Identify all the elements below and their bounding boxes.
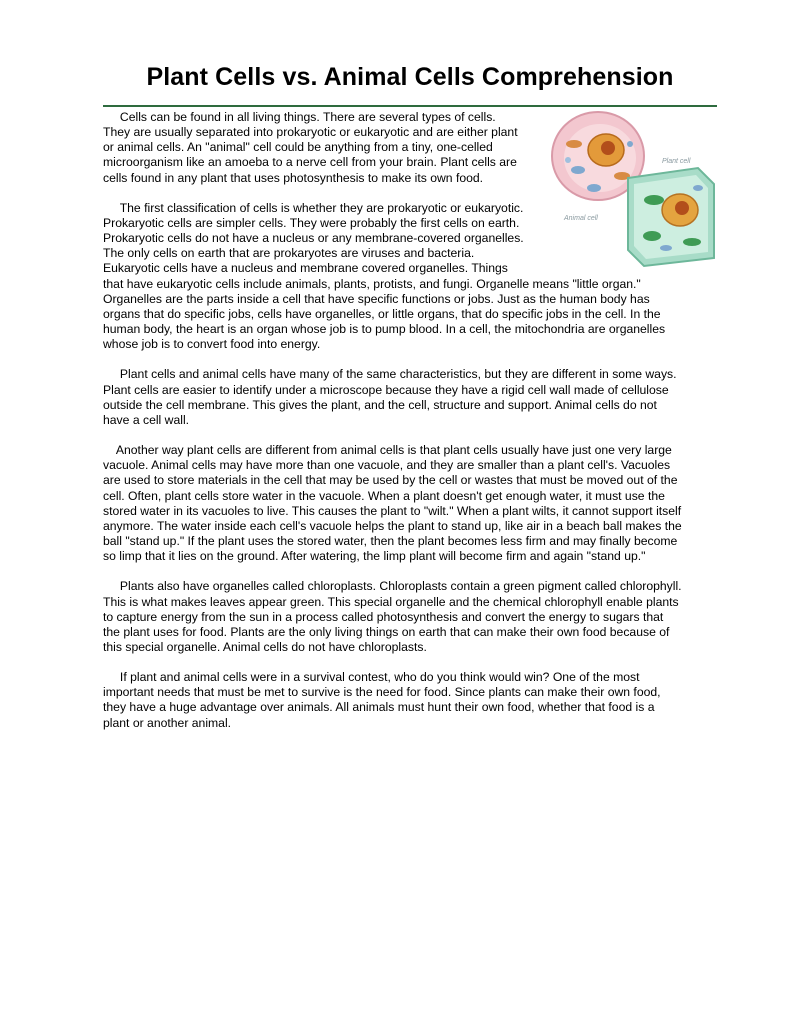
text-line: outside the cell membrane. This gives the plant, and the cell, structure and support. Animal cells do not xyxy=(103,397,657,412)
text-line: that have eukaryotic cells include animals, plants, protists, and fungi. Organelle means "little organ." xyxy=(103,276,641,291)
paragraph-gap xyxy=(103,428,723,443)
text-line: this special organelle. Animal cells do not have chloroplasts. xyxy=(103,639,427,654)
text-line: Prokaryotic cells are simpler cells. They were probably the first cells on earth. xyxy=(103,215,520,230)
text-line: stored water in its vacuoles to live. This causes the plant to "wilt." When a plant wilts, it cannot support itself xyxy=(103,503,682,518)
paragraph-6 xyxy=(103,670,723,731)
text-line: They are usually separated into prokaryotic or eukaryotic and are either plant xyxy=(103,125,518,140)
title-divider xyxy=(103,105,717,107)
paragraph-gap xyxy=(103,186,723,201)
text-line: or animal cells. An "animal" cell could be anything from a tiny, one-celled xyxy=(103,140,493,155)
text-line: Prokaryotic cells do not have a nucleus or any membrane-covered organelles. xyxy=(103,231,524,246)
text-line: If plant and animal cells were in a survival contest, who do you think would win? One of the most xyxy=(103,670,640,685)
text-line: whose job is to convert food into energy. xyxy=(103,337,321,352)
text-line: are used to store materials in the cell that may be used by the cell or wastes that must be moved out of the xyxy=(103,473,678,488)
paragraph-4 xyxy=(103,443,723,564)
text-line: Plant cells and animal cells have many of the same characteristics, but they are different in some ways. xyxy=(103,367,677,382)
text-line: organs that do specific jobs, cells have organelles, or little organs, that do specific jobs in the cell. In the xyxy=(103,306,661,321)
document-body xyxy=(103,110,723,731)
text-line: ball "stand up." If the plant uses the stored water, then the plant becomes less firm and may finally become xyxy=(103,533,678,548)
text-line: Another way plant cells are different from animal cells is that plant cells usually have just one very large xyxy=(103,443,672,458)
text-line: Plant cells are easier to identify under a microscope because they have a rigid cell wall made of cellulose xyxy=(103,382,669,397)
text-line: human body, the heart is an organ whose job is to pump blood. In a cell, the mitochondria are organelles xyxy=(103,321,666,336)
paragraph-gap xyxy=(103,564,723,579)
text-line: vacuole. Animal cells may have more than one vacuole, and they are smaller than a plant cell's. Vacuoles xyxy=(103,458,671,473)
text-line: The only cells on earth that are prokaryotes are viruses and bacteria. xyxy=(103,246,475,261)
text-line: Organelles are the parts inside a cell that have specific functions or jobs. Just as the human body has xyxy=(103,291,650,306)
paragraph-gap xyxy=(103,352,723,367)
paragraph-gap xyxy=(103,655,723,670)
text-line: Eukaryotic cells have a nucleus and membrane covered organelles. Things xyxy=(103,261,508,276)
text-line: have a cell wall. xyxy=(103,412,190,427)
text-line: to capture energy from the sun in a process called photosynthesis and convert the energy to sugars that xyxy=(103,609,664,624)
text-line: anymore. The water inside each cell's vacuole helps the plant to stand up, like air in a beach ball makes the xyxy=(103,518,682,533)
text-line: cells found in any plant that uses photosynthesis to make its own food. xyxy=(103,170,484,185)
text-line: Plants also have organelles called chloroplasts. Chloroplasts contain a green pigment called chlorophyll. xyxy=(103,579,682,594)
text-line: plant or another animal. xyxy=(103,715,232,730)
text-line: The first classification of cells is whether they are prokaryotic or eukaryotic. xyxy=(103,200,524,215)
paragraph-1 xyxy=(103,110,723,186)
plant-cell-label: Plant cell xyxy=(662,158,691,165)
text-line: the plant uses for food. Plants are the only living things on earth that can make their own food because of xyxy=(103,624,670,639)
paragraph-2 xyxy=(103,201,723,352)
text-line: so limp that it lies on the ground. After watering, the limp plant will become firm and again "stand up." xyxy=(103,549,646,564)
text-line: important needs that must be met to survive is the need for food. Since plants can make their own food, xyxy=(103,685,661,700)
text-line: cell. Often, plant cells store water in the vacuole. When a plant doesn't get enough water, it must use the xyxy=(103,488,665,503)
animal-cell-label: Animal cell xyxy=(564,215,598,222)
text-line: Cells can be found in all living things. There are several types of cells. xyxy=(103,110,496,124)
paragraph-3 xyxy=(103,367,723,428)
text-line: This is what makes leaves appear green. This special organelle and the chemical chlorophyll enable plants xyxy=(103,594,679,609)
paragraph-5 xyxy=(103,579,723,655)
text-line: microorganism like an amoeba to a nerve cell from your brain. Plant cells are xyxy=(103,155,517,170)
page-title: Plant Cells vs. Animal Cells Comprehension xyxy=(146,63,674,91)
text-line: they have a huge advantage over animals. All animals must hunt their own food, whether that food is a xyxy=(103,700,655,715)
